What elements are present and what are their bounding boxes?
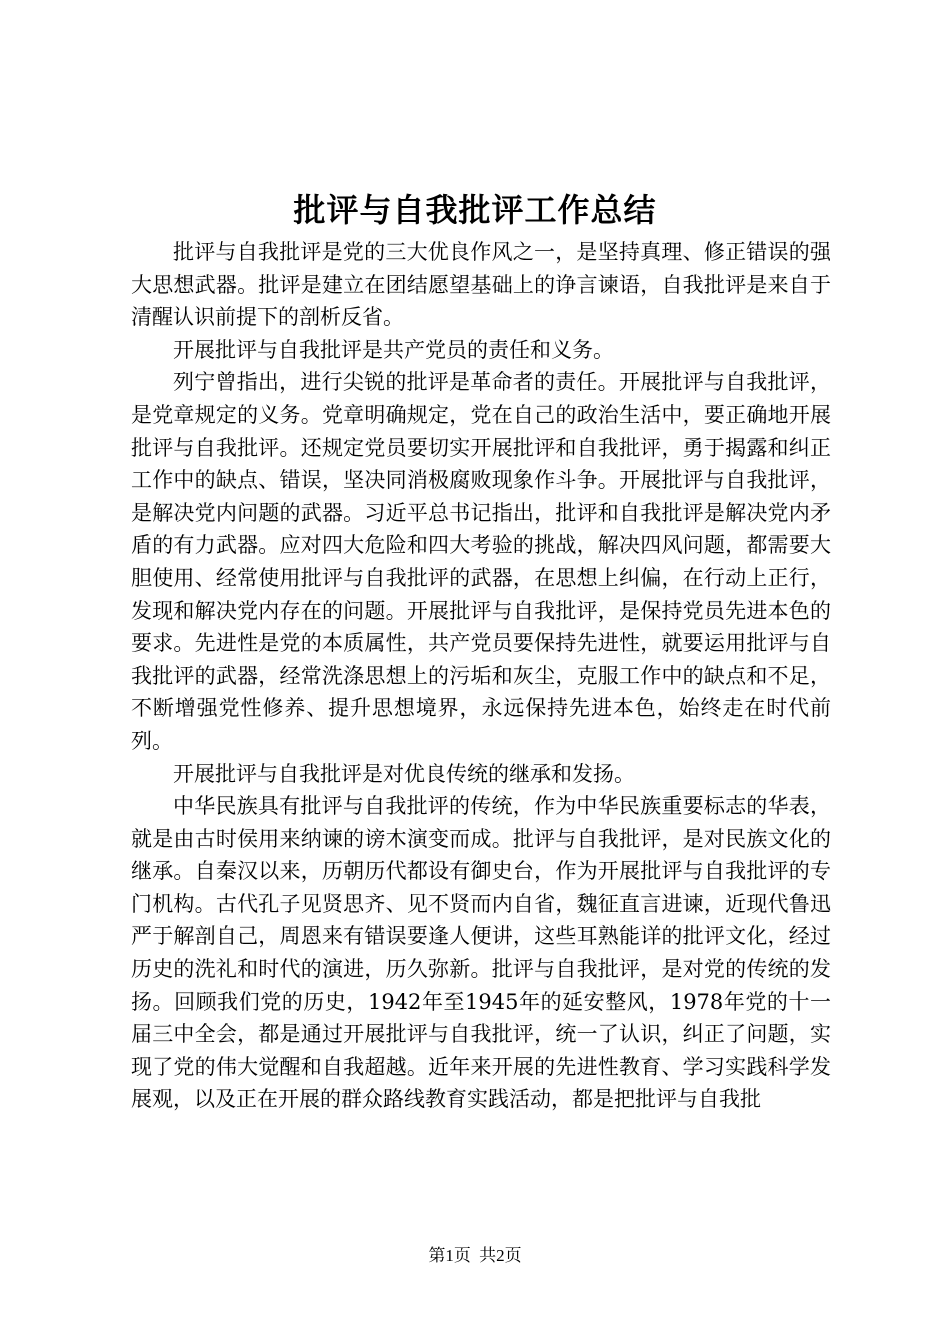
page-number: 第1页 (428, 1246, 471, 1265)
document-title: 批评与自我批评工作总结 (293, 191, 657, 229)
paragraph-4: 开展批评与自我批评是对优良传统的继承和发扬。 (173, 761, 635, 786)
paragraph-1: 批评与自我批评是党的三大优良作风之一，是坚持真理、修正错误的强大思想武器。批评是建立在团结愿望基础上的诤言谏语，自我批评是来自于清醒认识前提下的剖析反省。 (131, 240, 831, 330)
page-footer (0, 1246, 950, 1266)
page-total: 共2页 (479, 1246, 522, 1265)
paragraph-2: 开展批评与自我批评是共产党员的责任和义务。 (173, 337, 614, 362)
paragraph-3: 列宁曾指出，进行尖锐的批评是革命者的责任。开展批评与自我批评，是党章规定的义务。党章明确规定，党在自己的政治生活中，要正确地开展批评与自我批评。还规定党员要切实开展批评和自我批评，勇于揭露和纠正工作中的缺点、错误，坚决同消极腐败现象作斗争。开展批评与自我批评，是解决党内问题的武器。习近平总书记指出，批评和自我批评是解决党内矛盾的有力武器。应对四大危险和四大考验的挑战，解决四风问题，都需要大胆使用、经常使用批评与自我批评的武器，在思想上纠偏，在行动上正行，发现和解决党内存在的问题。开展批评与自我批评，是保持党员先进本色的要求。先进性是党的本质属性，共产党员要保持先进性，就要运用批评与自我批评的武器，经常洗涤思想上的污垢和灰尘，克服工作中的缺点和不足，不断增强党性修养、提升思想境界，永远保持先进本色，始终走在时代前列。 (131, 370, 831, 753)
document-body (131, 236, 831, 1116)
paragraph-5: 中华民族具有批评与自我批评的传统，作为中华民族重要标志的华表，就是由古时侯用来纳谏的谤木演变而成。批评与自我批评，是对民族文化的继承。自秦汉以来，历朝历代都设有御史台，作为开展批评与自我批评的专门机构。古代孔子见贤思齐、见不贤而内自省，魏征直言进谏，近现代鲁迅严于解剖自己，周恩来有错误要逢人便讲，这些耳熟能详的批评文化，经过历史的洗礼和时代的演进，历久弥新。批评与自我批评，是对党的传统的发扬。回顾我们党的历史，1942年至1945年的延安整风，1978年党的十一届三中全会，都是通过开展批评与自我批评，统一了认识，纠正了问题，实现了党的伟大觉醒和自我超越。近年来开展的先进性教育、学习实践科学发展观，以及正在开展的群众路线教育实践活动，都是把批评与自我批 (131, 794, 831, 1112)
